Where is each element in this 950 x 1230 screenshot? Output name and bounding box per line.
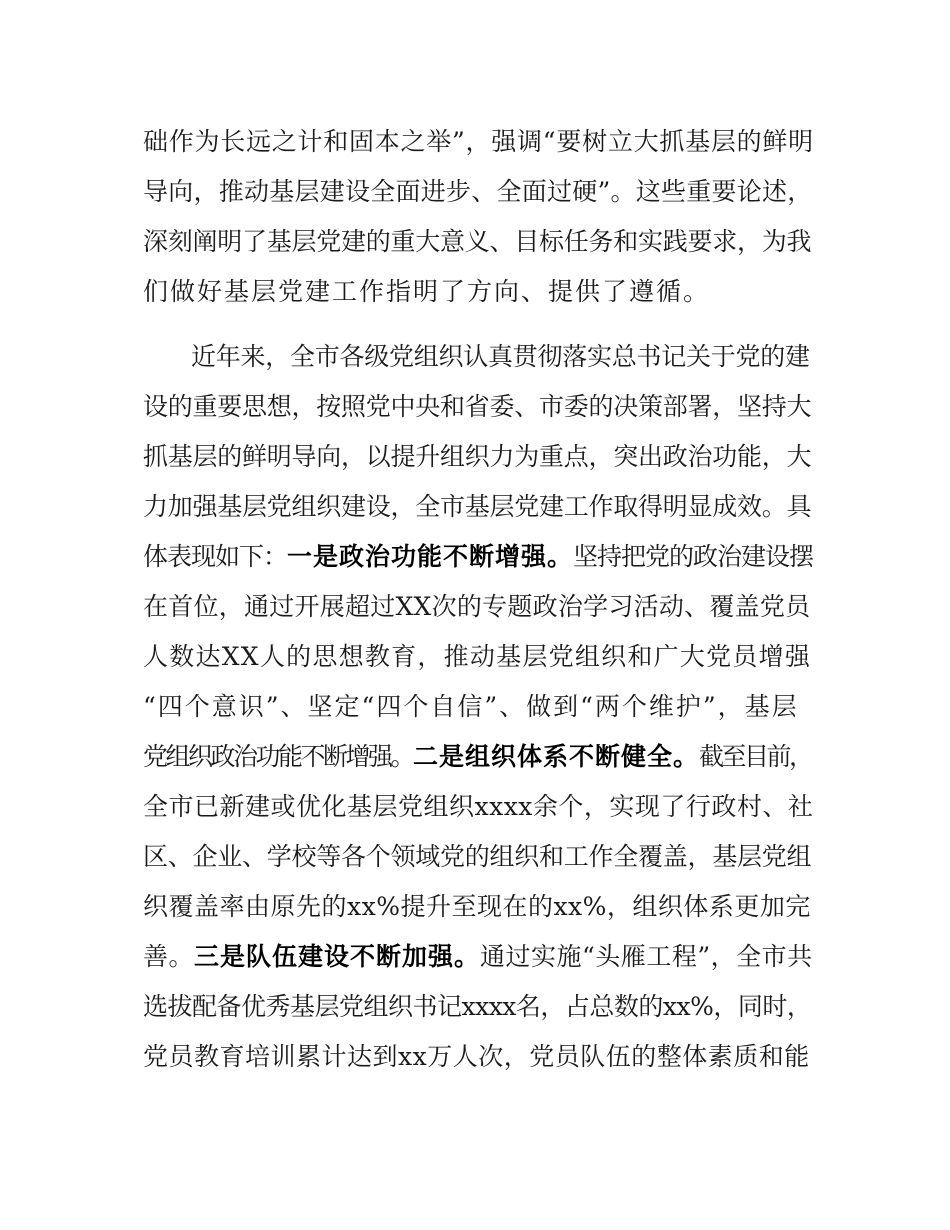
line-text: 善。 <box>143 942 195 971</box>
paragraph-2-line-3: 抓基层的鲜明导向，以提升组织力为重点，突出政治功能，大 <box>143 442 812 471</box>
paragraph-2-line-4: 力加强基层党组织建设，全市基层党建工作取得明显成效。具 <box>143 492 812 521</box>
paragraph-2-line-9 <box>143 742 812 772</box>
paragraph-2-line-11: 区、企业、学校等各个领域党的组织和工作全覆盖，基层党组 <box>143 842 812 871</box>
paragraph-2-line-6: 在首位，通过开展超过XX次的专题政治学习活动、覆盖党员 <box>143 592 811 621</box>
line-text: 截至目前， <box>699 742 812 771</box>
line-text: 党组织政治功能不断增强。 <box>143 742 414 771</box>
paragraph-1-line-1: 础作为长远之计和固本之举”，强调“要树立大抓基层的鲜明 <box>143 127 814 156</box>
paragraph-2-line-2: 设的重要思想，按照党中央和省委、市委的决策部署，坚持大 <box>143 392 812 421</box>
line-text: 坚持把党的政治建设摆 <box>573 542 814 571</box>
point-heading-1: 一是政治功能不断增强。 <box>287 542 574 571</box>
paragraph-2-line-15: 党员教育培训累计达到xx万人次，党员队伍的整体素质和能 <box>143 1042 810 1071</box>
paragraph-2-line-8: “四个意识”、坚定“四个自信”、做到“两个维护”，基层 <box>143 692 799 721</box>
paragraph-2-line-7: 人数达XX人的思想教育，推动基层党组织和广大党员增强 <box>143 642 812 671</box>
paragraph-2-line-5 <box>143 542 813 572</box>
line-text: 通过实施“头雁工程”，全市共 <box>480 942 813 971</box>
paragraph-2-line-12: 织覆盖率由原先的xx%提升至现在的xx%，组织体系更加完 <box>143 892 811 921</box>
paragraph-2-line-1: 近年来，全市各级党组织认真贯彻落实总书记关于党的建 <box>191 342 810 371</box>
line-text: 体表现如下： <box>143 542 288 571</box>
paragraph-2-line-10: 全市已新建或优化基层党组织xxxx余个，实现了行政村、社 <box>143 792 814 821</box>
paragraph-1-line-3: 深刻阐明了基层党建的重大意义、目标任务和实践要求，为我 <box>143 227 812 256</box>
point-heading-2: 二是组织体系不断健全。 <box>413 742 700 771</box>
paragraph-1-line-2: 导向，推动基层建设全面进步、全面过硬”。这些重要论述， <box>143 177 813 206</box>
paragraph-2-line-13 <box>143 942 813 972</box>
paragraph-2-line-14: 选拔配备优秀基层党组织书记xxxx名，占总数的xx%，同时， <box>143 992 812 1021</box>
paragraph-1-line-4: 们做好基层党建工作指明了方向、提供了遵循。 <box>143 277 711 306</box>
point-heading-3: 三是队伍建设不断加强。 <box>194 942 481 971</box>
